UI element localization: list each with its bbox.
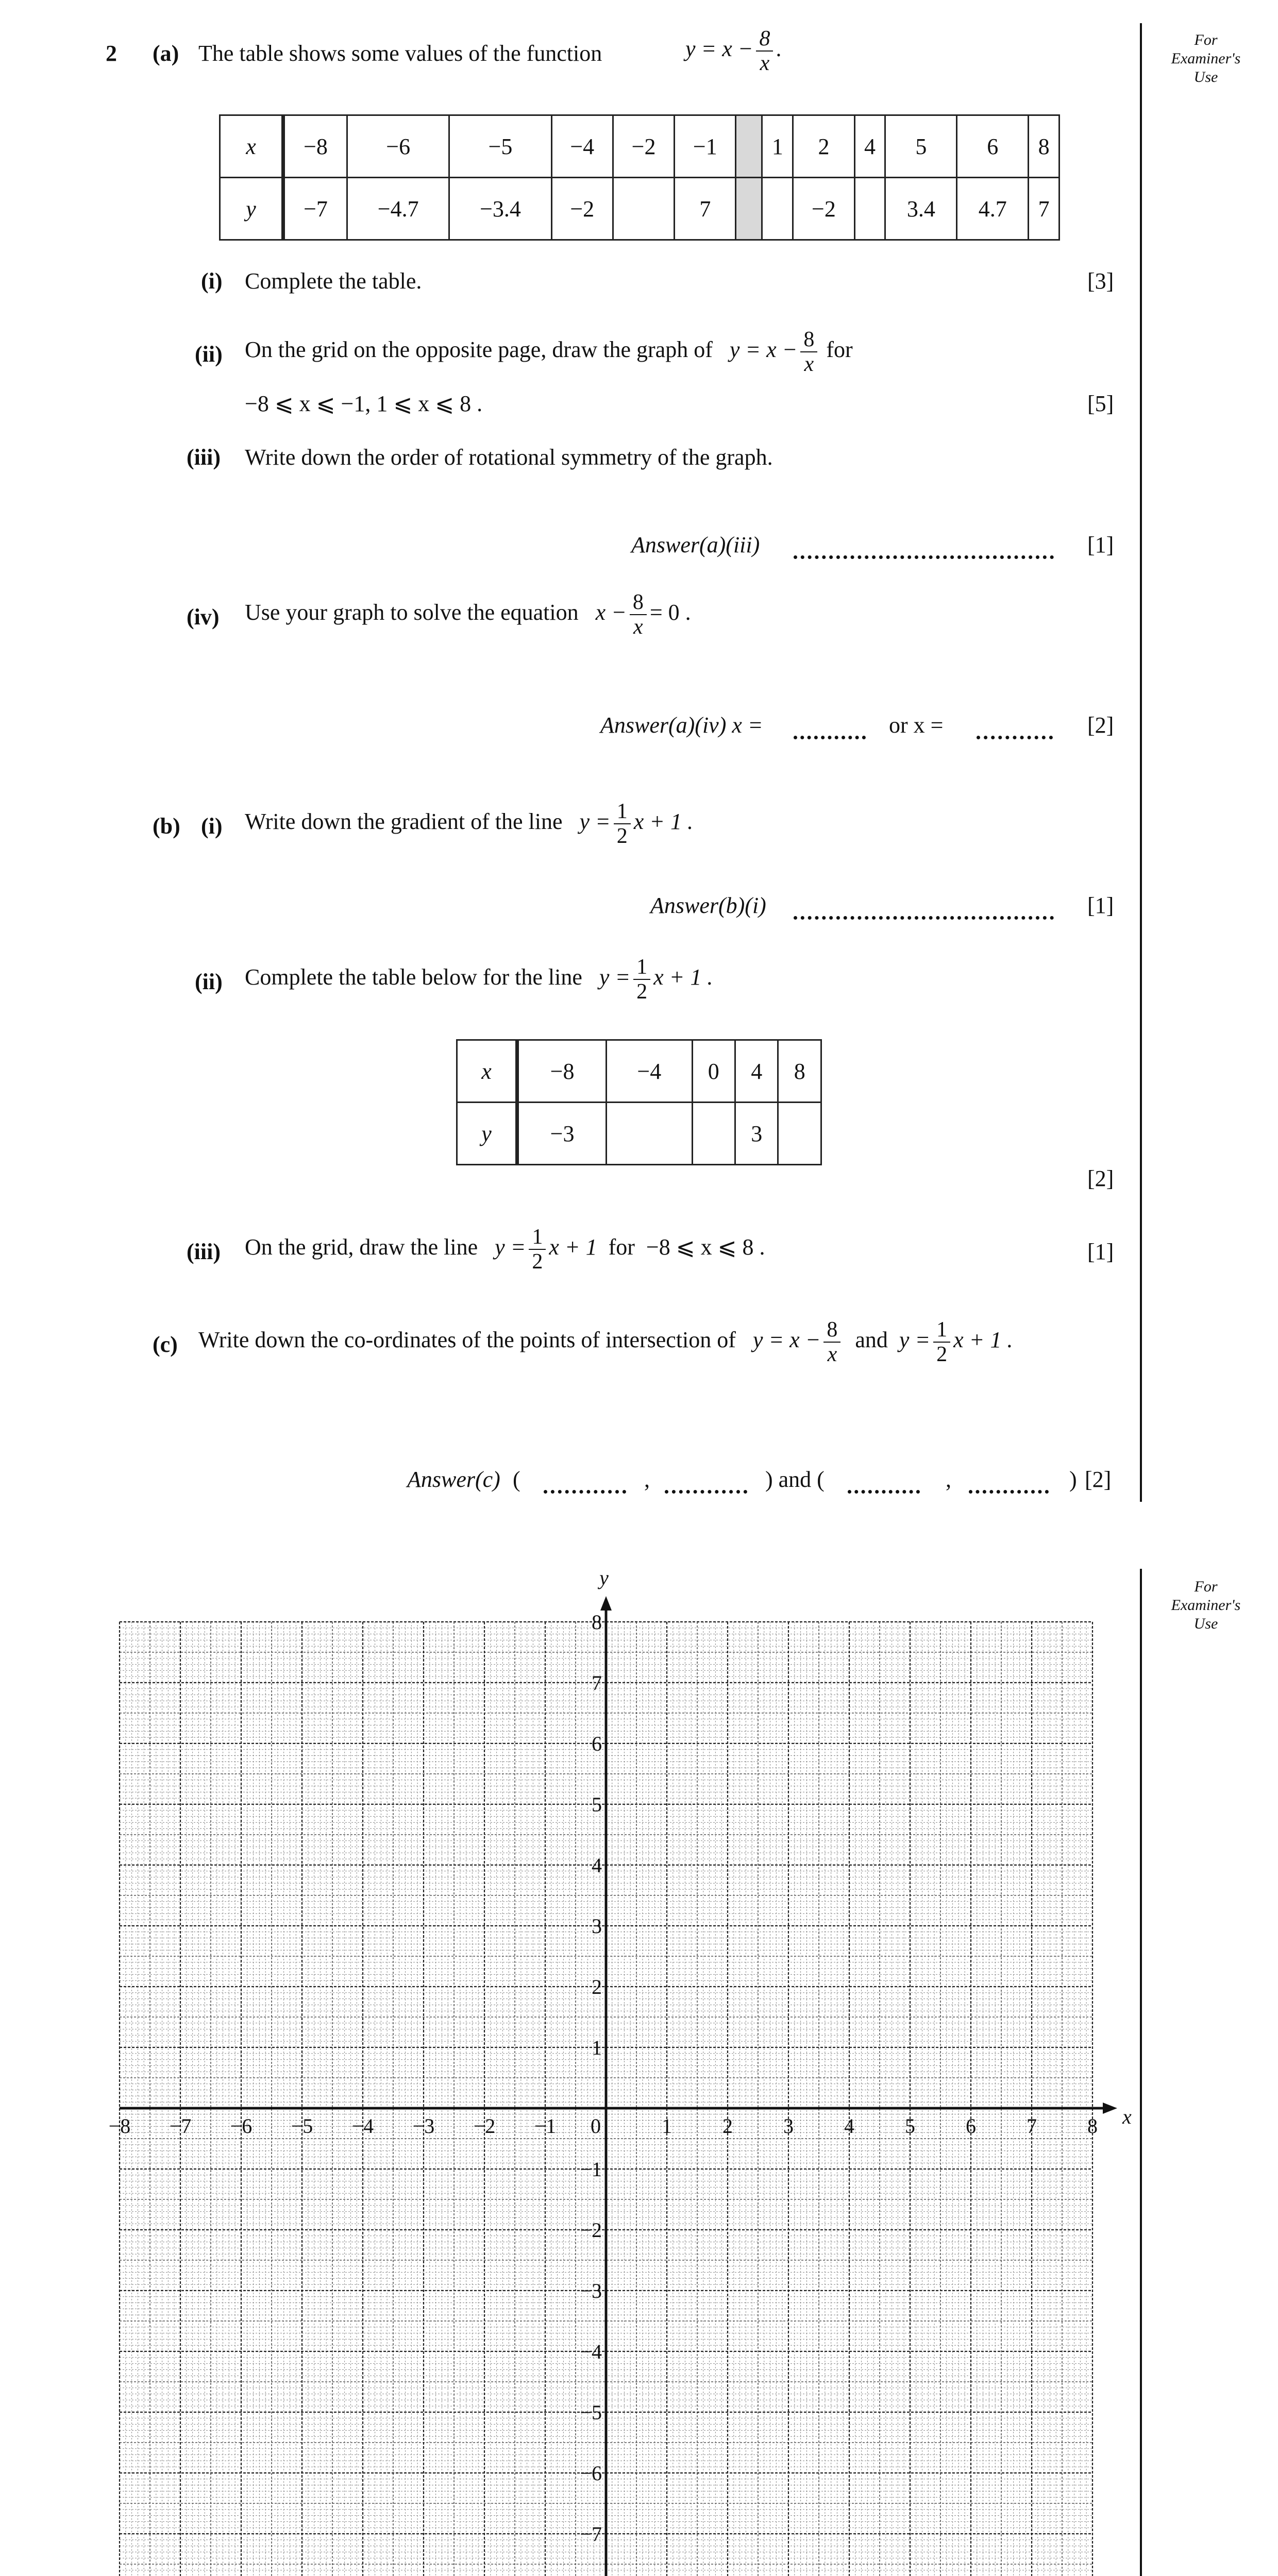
table-answer-cell[interactable] [762,178,793,240]
table-answer-cell[interactable] [607,1103,692,1165]
a-iii-label: (iii) [187,445,221,470]
table-cell: −5 [449,115,551,178]
a-iv-answer-blank-2[interactable] [977,718,1053,742]
y-tick-label: 8 [592,1611,602,1634]
b-i-answer-line[interactable] [794,899,1054,922]
table-cell: 4.7 [957,178,1029,240]
table-shaded-cell [736,115,762,178]
x-tick-label: −5 [291,2114,313,2138]
a-i-marks: [3] [1087,268,1114,294]
table-row-y [457,1103,821,1165]
a-ii-range: −8 ⩽ x ⩽ −1, 1 ⩽ x ⩽ 8 . [245,391,483,416]
y-axis-label: y [599,1566,609,1589]
table-cell: −2 [551,178,613,240]
table-cell: −2 [613,115,674,178]
table-cell: −3.4 [449,178,551,240]
table-cell: −2 [793,178,854,240]
c-answer-blank-4[interactable] [969,1472,1049,1496]
b-i-marks: [1] [1087,893,1114,918]
y-tick-label: −1 [580,2158,602,2181]
a-iii-text: Write down the order of rotational symmetry of the graph. [245,445,773,470]
part-c-text: Write down the co-ordinates of the points of intersection of y = x − $\frac{8}{x}$ and y = $\frac{1}{2}$ x + 1 . [198,1318,1013,1366]
x-tick-label: −1 [534,2114,557,2138]
table-cell: 7 [675,178,736,240]
examiner-margin-line [1140,23,1142,1502]
y-tick-label: −5 [580,2401,602,2424]
y-tick-label: −2 [580,2218,602,2242]
y-tick-label: 1 [592,2036,602,2059]
a-iv-answer-label: Answer(a)(iv) x = [600,713,763,738]
a-ii-marks: [5] [1087,391,1114,416]
part-c-label: (c) [153,1332,178,1357]
y-tick-label: 6 [592,1732,602,1755]
part-a-function: y = x − $\frac{8}{x}$ . [685,27,782,75]
y-tick-label: 7 [592,1671,602,1694]
a-iv-answer-blank-1[interactable] [794,718,866,742]
table-cell: −7 [283,178,347,240]
table-header-y: y [457,1103,517,1165]
table-cell: 2 [793,115,854,178]
y-tick-label: −7 [580,2522,602,2546]
question-number: 2 [106,41,117,66]
c-close-and: ) and ( [765,1467,825,1492]
x-tick-label: −8 [108,2114,131,2138]
a-iii-answer-label: Answer(a)(iii) [631,532,760,557]
y-tick-label: −3 [580,2279,602,2302]
a-i-label: (i) [201,268,223,294]
x-tick-label: 7 [1027,2114,1037,2138]
x-tick-label: 0 [591,2114,601,2138]
part-b-label: (b) [153,814,180,839]
x-tick-label: 4 [844,2114,854,2138]
x-tick-label: 2 [722,2114,733,2138]
a-ii-text: On the grid on the opposite page, draw the graph of y = x − $\frac{8}{x}$ for [245,328,853,376]
part-a-intro: The table shows some values of the function [198,41,602,66]
table-header-x: x [457,1040,517,1103]
c-comma-2: , [946,1467,951,1492]
table-cell: 6 [957,115,1029,178]
line-values-table [456,1039,822,1165]
b-iii-label: (iii) [187,1239,221,1264]
a-iii-marks: [1] [1087,532,1114,557]
a-iii-answer-line[interactable] [794,538,1054,562]
x-tick-label: 6 [966,2114,976,2138]
table-header-x: x [220,115,283,178]
table-answer-cell[interactable] [778,1103,821,1165]
table-cell: 5 [885,115,957,178]
table-cell: −8 [283,115,347,178]
b-iii-marks: [1] [1087,1239,1114,1264]
examiner-margin-line-2 [1140,1569,1142,2576]
table-cell: −1 [675,115,736,178]
x-tick-label: 1 [662,2114,672,2138]
table-shaded-cell [736,178,762,240]
a-iv-or-label: or x = [889,713,944,738]
x-axis-arrow-icon [1103,2103,1117,2114]
table-answer-cell[interactable] [613,178,674,240]
b-ii-text: Complete the table below for the line y = $\frac{1}{2}$ x + 1 . [245,955,713,1004]
y-tick-label: 4 [592,1854,602,1877]
a-iv-text: Use your graph to solve the equation x − $\frac{8}{x}$ = 0 . [245,590,691,639]
b-i-answer-label: Answer(b)(i) [650,893,766,918]
table-cell: 7 [1029,178,1060,240]
table-cell: 3.4 [885,178,957,240]
c-open-paren: ( [513,1467,520,1492]
table-answer-cell[interactable] [692,1103,735,1165]
c-answer-label: Answer(c) [407,1467,500,1492]
a-iv-label: (iv) [187,604,220,630]
b-i-label: (i) [201,814,223,839]
x-tick-label: −2 [473,2114,496,2138]
y-axis-arrow-icon [600,1596,612,1611]
table-cell: −4.7 [347,178,449,240]
x-tick-label: −7 [169,2114,192,2138]
x-tick-label: 3 [783,2114,794,2138]
a-iv-marks: [2] [1087,713,1114,738]
table-answer-cell[interactable] [854,178,885,240]
table-header-y: y [220,178,283,240]
x-axis-label: x [1122,2105,1132,2128]
table-cell: −4 [607,1040,692,1103]
x-tick-label: −4 [351,2114,374,2138]
table-cell: 0 [692,1040,735,1103]
table-cell: −3 [517,1103,607,1165]
a-i-text: Complete the table. [245,268,422,294]
table-row-x [457,1040,821,1103]
c-answer-blank-2[interactable] [665,1472,747,1496]
table-cell: −6 [347,115,449,178]
table-cell: 4 [735,1040,778,1103]
y-tick-label: −4 [580,2340,602,2363]
table-row-x [220,115,1060,178]
examiner-use-label-2: For Examiner's Use [1171,1578,1241,1632]
x-tick-label: 5 [905,2114,915,2138]
b-i-text: Write down the gradient of the line y = $\frac{1}{2}$ x + 1 . [245,800,693,848]
b-ii-label: (ii) [195,969,223,994]
c-answer-blank-1[interactable] [544,1472,626,1496]
examiner-use-label: For Examiner's Use [1171,31,1241,86]
graph-grid[interactable] [108,1566,1132,2576]
x-tick-label: 8 [1087,2114,1098,2138]
a-ii-label: (ii) [195,342,223,367]
table-cell: 8 [1029,115,1060,178]
table-cell: −4 [551,115,613,178]
table-cell: 1 [762,115,793,178]
c-close-paren: ) [1069,1467,1077,1492]
y-tick-label: −6 [580,2462,602,2485]
function-values-table [219,114,1060,241]
table-cell: −8 [517,1040,607,1103]
c-marks: [2] [1085,1467,1112,1492]
table-cell: 8 [778,1040,821,1103]
y-tick-label: 3 [592,1914,602,1938]
table-cell: 3 [735,1103,778,1165]
table-cell: 4 [854,115,885,178]
y-tick-label: 5 [592,1793,602,1816]
part-a-label: (a) [153,41,179,66]
c-comma-1: , [644,1467,650,1492]
c-answer-blank-3[interactable] [848,1472,920,1496]
x-tick-label: −3 [412,2114,435,2138]
y-tick-label: 2 [592,1975,602,1998]
b-ii-marks: [2] [1087,1166,1114,1191]
table-row-y [220,178,1060,240]
x-tick-label: −6 [230,2114,253,2138]
b-iii-text: On the grid, draw the line y = $\frac{1}{2}$ x + 1 for −8 ⩽ x ⩽ 8 . [245,1225,765,1274]
